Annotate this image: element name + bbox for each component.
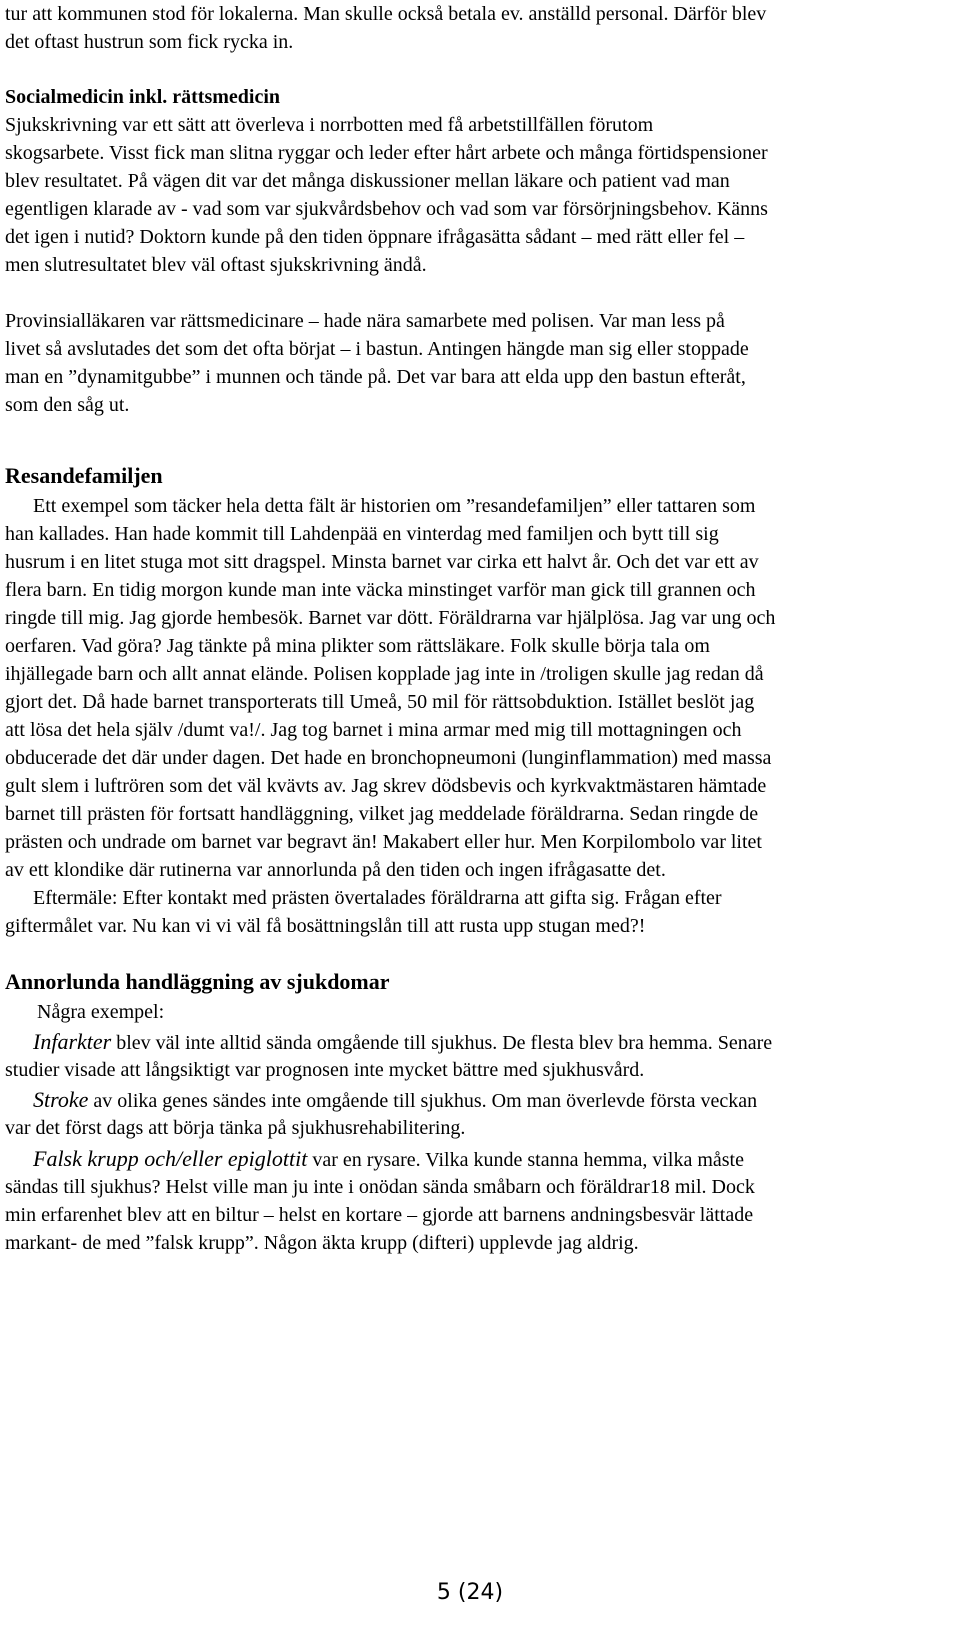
text-line: Några exempel: [37,1001,165,1023]
text-line: att lösa det hela själv /dumt va!/. Jag tog barnet i mina armar med mig till mottagningen och [5,719,742,741]
text-line: studier visade att långsiktigt var prognosen inte mycket bättre med sjukhusvård. [5,1059,645,1081]
text-line: livet så avslutades det som det ofta börjat – i bastun. Antingen hängde man sig eller stoppade [5,338,749,360]
text-line: Sjukskrivning var ett sätt att överleva i norrbotten med få arbetstillfällen förutom [5,114,654,136]
text-line: oerfaren. Vad göra? Jag tänkte på mina plikter som rättsläkare. Folk skulle börja tala om [5,635,710,657]
text-line-stroke [33,1086,757,1114]
text-line: husrum i en litet stuga mot sitt dragspel. Minsta barnet var cirka ett halvt år. Och det var ett av [5,551,759,573]
text-line: egentligen klarade av - vad som var sjukvårdsbehov och vad som var försörjningsbehov. Känns [5,198,768,220]
text-span: blev väl inte alltid sända omgående till sjukhus. De flesta blev bra hemma. Senare [111,1032,773,1054]
text-line: ringde till mig. Jag gjorde hembesök. Barnet var dött. Föräldrarna var hjälplösa. Jag var ung och [5,607,776,629]
text-line: obducerade det där under dagen. Det hade en bronchopneumoni (lunginflammation) med massa [5,747,772,769]
text-line: han kallades. Han hade kommit till Lahdenpää en vinterdag med familjen och bytt till sig [5,523,719,545]
text-line: giftermålet var. Nu kan vi vi väl få bosättningslån till att rusta upp stugan med?! [5,915,646,937]
text-line: som den såg ut. [5,394,130,416]
text-line: flera barn. En tidig morgon kunde man inte väcka minstinget varför man gick till grannen och [5,579,756,601]
text-line: gjort det. Då hade barnet transporterats till Umeå, 50 mil för rättsobduktion. Istället beslöt jag [5,691,755,713]
text-line: det igen i nutid? Doktorn kunde på den tiden öppnare ifrågasätta sådant – med rätt eller fel – [5,226,745,248]
text-line: prästen och undrade om barnet var begravt än! Makabert eller hur. Men Korpilombolo var litet [5,831,762,853]
text-line: markant- de med ”falsk krupp”. Någon äkta krupp (difteri) upplevde jag aldrig. [5,1232,639,1254]
section-heading-annorlunda: Annorlunda handläggning av sjukdomar [5,969,390,994]
text-span: var en rysare. Vilka kunde stanna hemma, vilka måste [307,1149,744,1171]
term-infarkter: Infarkter [33,1029,112,1054]
text-line: gult slem i luftrören som det väl kvävts av. Jag skrev dödsbevis och kyrkvaktmästaren hämtade [5,775,767,797]
text-line: var det först dags att börja tänka på sjukhusrehabilitering. [5,1117,466,1139]
text-line: Provinsialläkaren var rättsmedicinare – hade nära samarbete med polisen. Var man less på [5,310,725,332]
text-line: man en ”dynamitgubbe” i munnen och tände på. Det var bara att elda upp den bastun efteråt, [5,366,746,388]
text-line: skogsarbete. Visst fick man slitna ryggar och leder efter hårt arbete och många förtidspensioner [5,142,768,164]
text-line-krupp [33,1145,744,1173]
term-falsk-krupp: Falsk krupp och/eller epiglottit [33,1146,308,1171]
text-line: tur att kommunen stod för lokalerna. Man skulle också betala ev. anställd personal. Därför blev [5,3,767,25]
text-span: av olika genes sändes inte omgående till sjukhus. Om man överlevde första veckan [88,1090,758,1112]
text-line: ihjällegade barn och allt annat elände. Polisen kopplade jag inte in /troligen skulle jag redan då [5,663,764,685]
page-number: 5 (24) [436,1580,504,1605]
text-line: Eftermäle: Efter kontakt med prästen övertalades föräldrarna att gifta sig. Frågan efter [33,887,722,909]
text-line: Ett exempel som täcker hela detta fält är historien om ”resandefamiljen” eller tattaren som [33,495,756,517]
text-line: men slutresultatet blev väl oftast sjukskrivning ändå. [5,254,427,276]
text-line: min erfarenhet blev att en biltur – helst en kortare – gjorde att barnens andningsbesvär lättade [5,1204,754,1226]
text-line: barnet till prästen för fortsatt handläggning, vilket jag meddelade föräldrarna. Sedan ringde de [5,803,759,825]
text-line: det oftast hustrun som fick rycka in. [5,31,294,53]
text-line: sändas till sjukhus? Helst ville man ju inte i onödan sända småbarn och föräldrar18 mil. Dock [5,1176,755,1198]
text-line: av ett klondike där rutinerna var annorlunda på den tiden och ingen ifrågasatte det. [5,859,666,881]
section-heading-resandefamiljen: Resandefamiljen [5,463,163,488]
text-line: blev resultatet. På vägen dit var det många diskussioner mellan läkare och patient vad man [5,170,730,192]
term-stroke: Stroke [33,1087,89,1112]
section-heading-socialmedicin: Socialmedicin inkl. rättsmedicin [5,86,280,108]
text-line-infarkter [33,1028,772,1056]
